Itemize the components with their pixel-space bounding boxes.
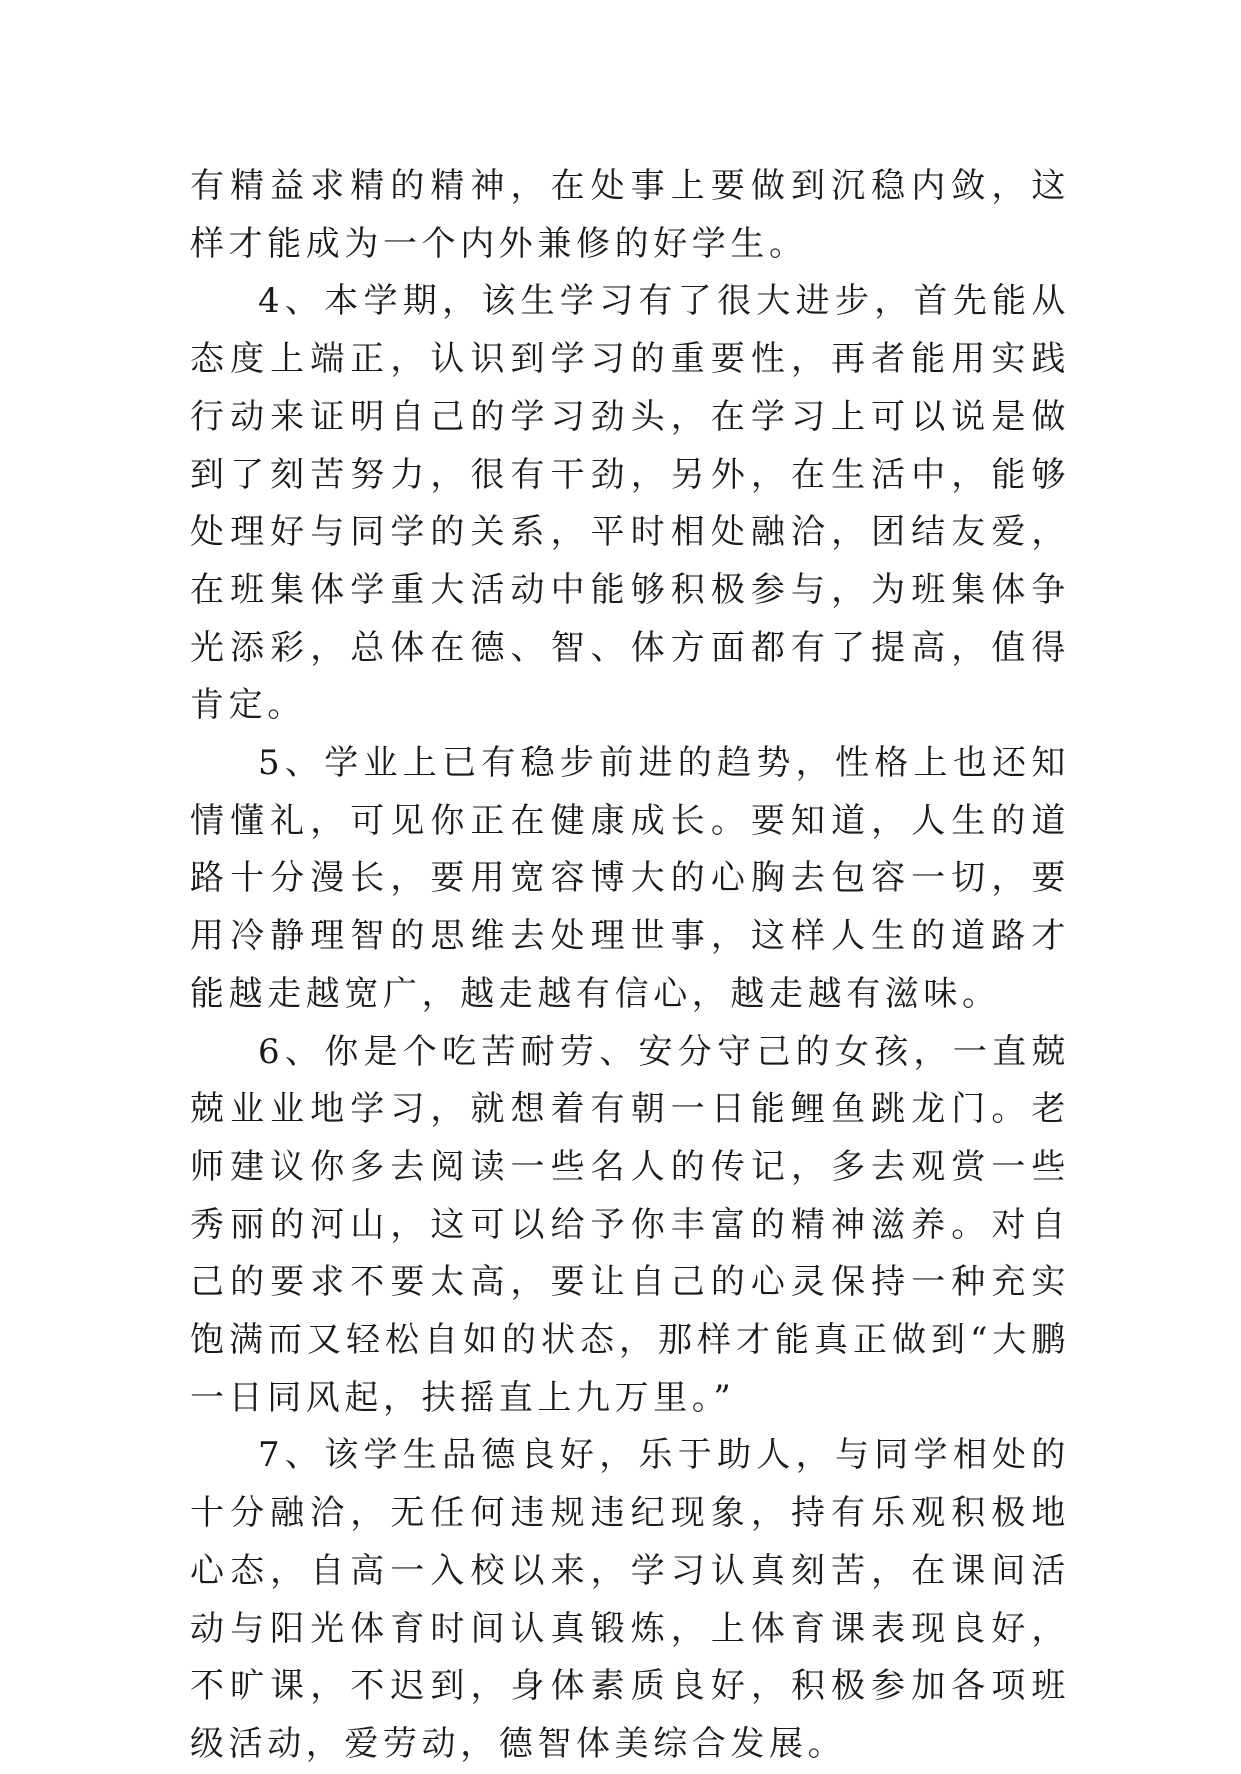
paragraph-continuation: 有精益求精的精神，在处事上要做到沉稳内敛，这样才能成为一个内外兼修的好学生。 xyxy=(190,166,1070,264)
paragraph-comment-6: 6、你是个吃苦耐劳、安分守己的女孩，一直兢兢业业地学习，就想着有朝一日能鲤鱼跳龙门。老师建议你多去阅读一些名人的传记，多去观赏一些秀丽的河山，这可以给予你丰富的精神滋养。对自己的要求不要太高，要让自己的心灵保持一种充实饱满而又轻松自如的状态，那样才能真正做到“大鹏一日同风起，扶摇直上九万里。” xyxy=(190,1031,1070,1418)
paragraph-comment-4: 4、本学期，该生学习有了很大进步，首先能从态度上端正，认识到学习的重要性，再者能用实践行动来证明自己的学习劲头，在学习上可以说是做到了刻苦努力，很有干劲，另外，在生活中，能够处理好与同学的关系，平时相处融洽，团结友爱，在班集体学重大活动中能够积极参与，为班集体争光添彩，总体在德、智、体方面都有了提高，值得肯定。 xyxy=(190,281,1070,726)
paragraph-comment-7: 7、该学生品德良好，乐于助人，与同学相处的十分融洽，无任何违规违纪现象，持有乐观积极地心态，自高一入校以来，学习认真刻苦，在课间活动与阳光体育时间认真锻炼，上体育课表现良好，不旷课，不迟到，身体素质良好，积极参加各项班级活动，爱劳动，德智体美综合发展。 xyxy=(190,1435,1070,1764)
paragraph-comment-5: 5、学业上已有稳步前进的趋势，性格上也还知情懂礼，可见你正在健康成长。要知道，人生的道路十分漫长，要用宽容博大的心胸去包容一切，要用冷静理智的思维去处理世事，这样人生的道路才能越走越宽广，越走越有信心，越走越有滋味。 xyxy=(190,743,1070,1014)
document-body xyxy=(190,158,1070,1774)
